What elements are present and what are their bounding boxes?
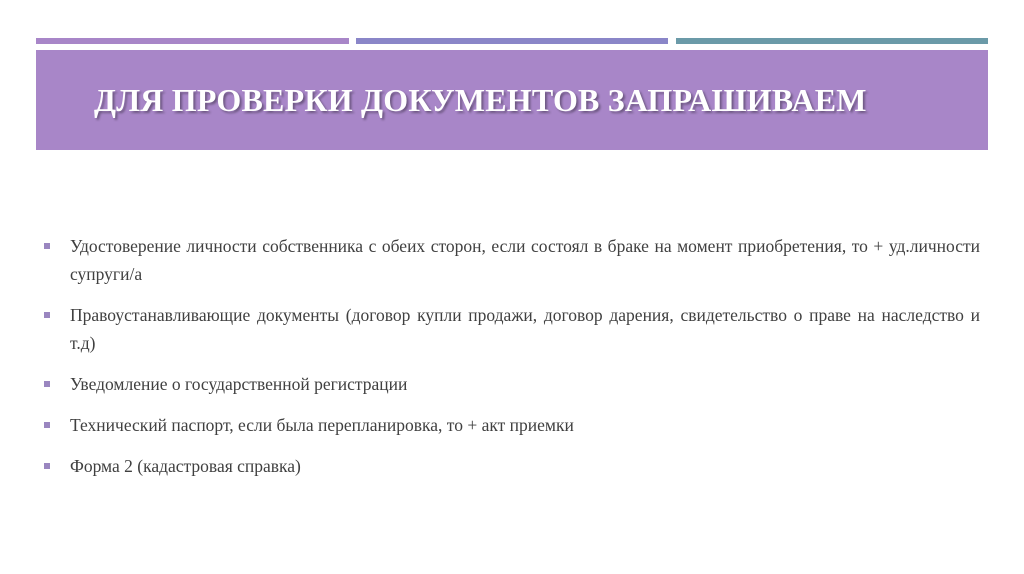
list-item-text: Технический паспорт, если была перепланировка, то + акт приемки [70, 415, 574, 435]
list-item [44, 370, 980, 398]
top-accent-stripe-blue [356, 38, 668, 44]
square-bullet-icon [44, 243, 50, 249]
list-item [44, 411, 980, 439]
list-item-text: Правоустанавливающие документы (договор купли продажи, договор дарения, свидетельство о праве на наследство и т.д) [70, 305, 980, 353]
square-bullet-icon [44, 312, 50, 318]
list-item-text: Форма 2 (кадастровая справка) [70, 456, 301, 476]
top-accent-stripe-teal [676, 38, 988, 44]
list-item [44, 452, 980, 480]
list-item [44, 301, 980, 357]
square-bullet-icon [44, 381, 50, 387]
title-banner [36, 50, 988, 150]
list-item [44, 232, 980, 288]
bullet-list [44, 232, 980, 493]
square-bullet-icon [44, 422, 50, 428]
square-bullet-icon [44, 463, 50, 469]
list-item-text: Уведомление о государственной регистрации [70, 374, 408, 394]
top-accent-stripe-purple [36, 38, 349, 44]
list-item-text: Удостоверение личности собственника с обеих сторон, если состоял в браке на момент приобретения, то + уд.личности супруги/а [70, 236, 980, 284]
slide-title: ДЛЯ ПРОВЕРКИ ДОКУМЕНТОВ ЗАПРАШИВАЕМ [94, 82, 867, 118]
